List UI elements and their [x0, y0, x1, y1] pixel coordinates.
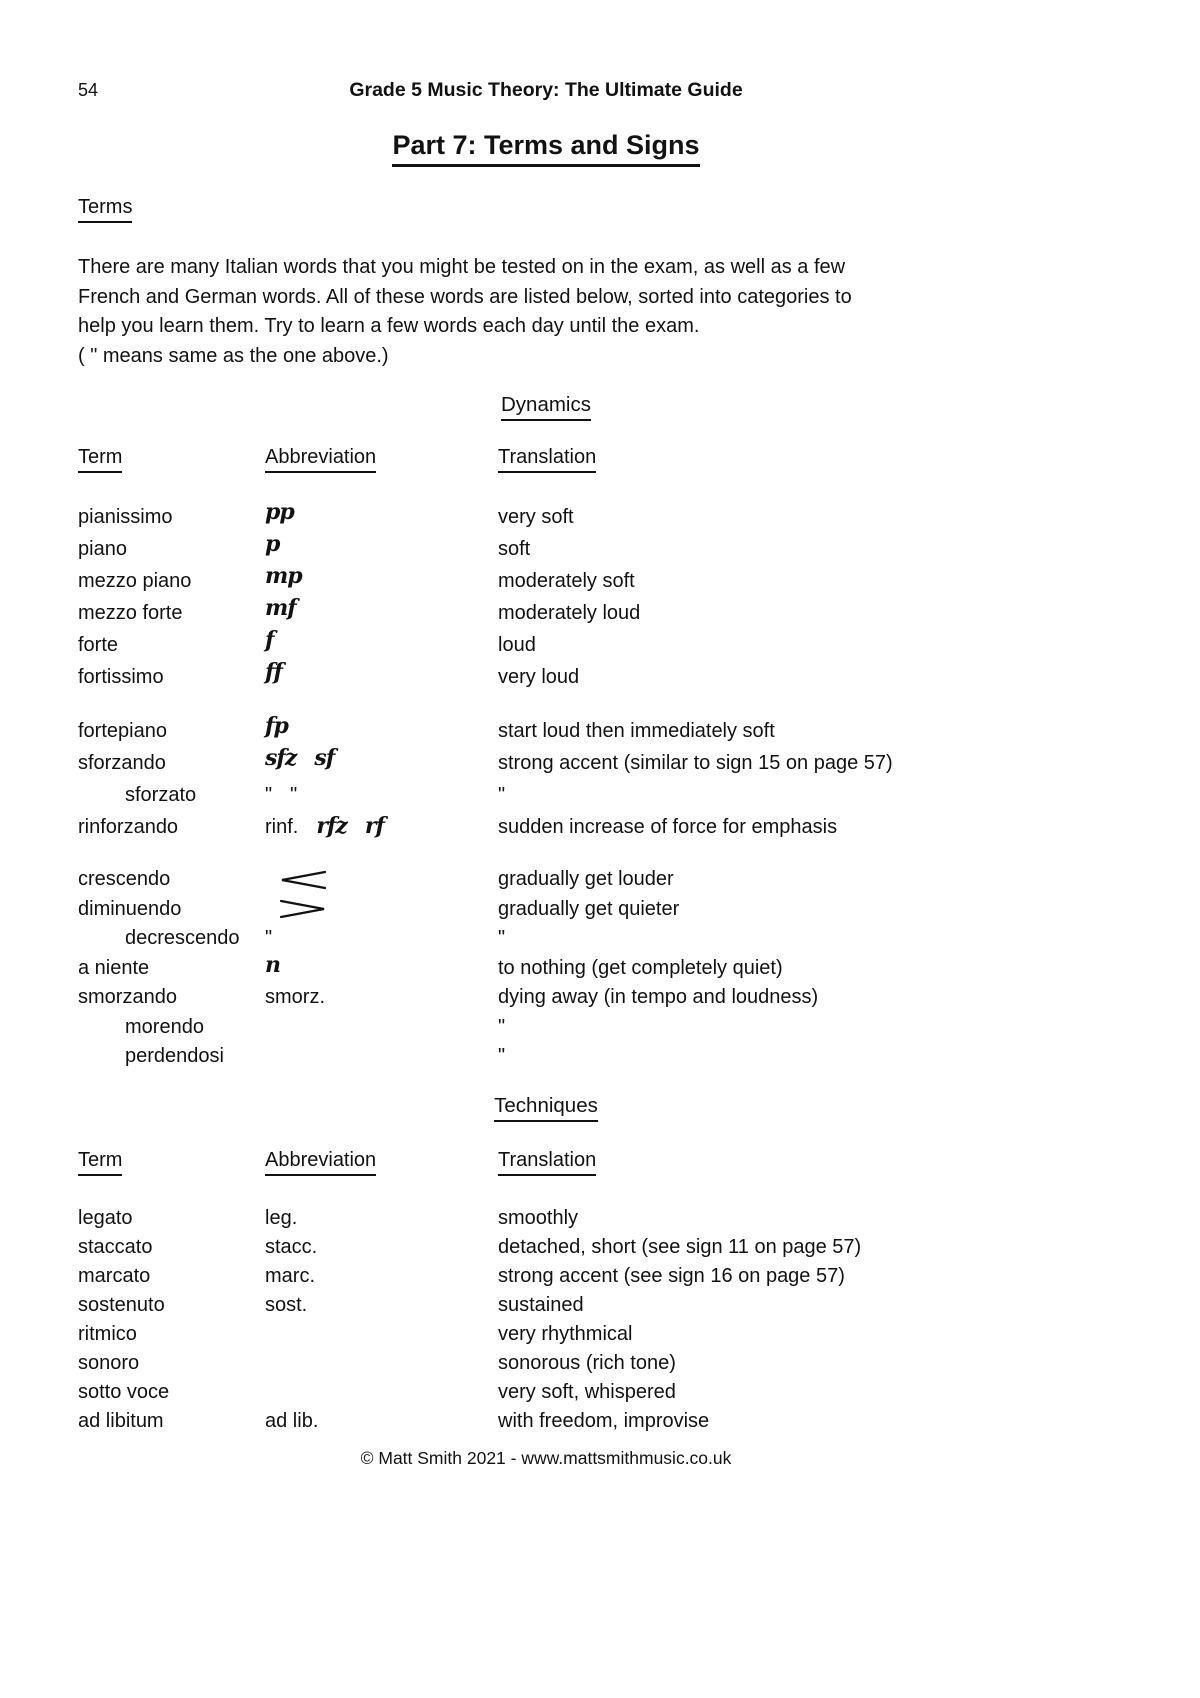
intro-line: help you learn them. Try to learn a few words each day until the exam.	[78, 315, 700, 337]
ditto-mark: "	[290, 784, 298, 806]
abbreviation-cell	[265, 1349, 498, 1378]
abbreviation-cell	[265, 565, 498, 597]
translation-cell: gradually get louder	[498, 868, 674, 890]
dynamic-marking: pp	[265, 499, 294, 525]
dynamics-heading-text: Dynamics	[501, 393, 591, 421]
dynamics-section-heading	[78, 393, 1014, 421]
techniques-section-heading	[78, 1094, 1014, 1122]
translation-cell: "	[498, 1045, 506, 1067]
table-row	[78, 1042, 1118, 1072]
ditto-mark: "	[265, 927, 273, 949]
abbreviation-cell	[265, 1407, 498, 1436]
translation-cell: sudden increase of force for emphasis	[498, 816, 838, 838]
table-row	[78, 565, 1118, 597]
dynamic-marking: rfz	[316, 813, 347, 839]
abbreviation-text: smorz.	[265, 986, 325, 1008]
intro-paragraph	[78, 253, 1014, 371]
term-cell: diminuendo	[78, 897, 182, 920]
column-header	[78, 446, 265, 473]
column-header-abbreviation: Abbreviation	[265, 446, 376, 473]
page-title-text: Part 7: Terms and Signs	[392, 130, 699, 167]
translation-cell: with freedom, improvise	[498, 1410, 710, 1432]
column-header	[265, 446, 498, 473]
techniques-table	[78, 1204, 1118, 1436]
table-row	[78, 865, 1118, 895]
techniques-heading-text: Techniques	[494, 1094, 598, 1122]
abbreviation-cell	[265, 1013, 498, 1043]
table-row	[78, 1291, 1118, 1320]
term-cell: pianissimo	[78, 506, 173, 528]
translation-cell: "	[498, 1015, 506, 1038]
translation-cell: very rhythmical	[498, 1323, 633, 1345]
term-cell: ritmico	[78, 1323, 137, 1345]
abbreviation-cell	[265, 533, 498, 565]
abbreviation-cell	[265, 1291, 498, 1320]
translation-cell: "	[498, 927, 506, 949]
abbreviation-cell	[265, 983, 498, 1013]
term-cell: ad libitum	[78, 1410, 164, 1432]
dynamics-table	[78, 501, 1118, 1072]
term-group	[78, 865, 1118, 1072]
table-row	[78, 597, 1118, 629]
dynamic-marking: fp	[265, 713, 288, 739]
term-cell: smorzando	[78, 986, 177, 1008]
dynamic-marking: f	[265, 627, 274, 653]
table-row	[78, 1204, 1118, 1233]
intro-line: French and German words. All of these words are listed below, sorted into categories to	[78, 285, 852, 308]
abbreviation-text: ad lib.	[265, 1410, 319, 1432]
term-cell: sotto voce	[78, 1381, 170, 1403]
translation-cell: moderately soft	[498, 570, 635, 592]
abbreviation-cell	[265, 501, 498, 533]
abbreviation-cell	[265, 1320, 498, 1349]
translation-cell: moderately loud	[498, 602, 641, 624]
term-cell: legato	[78, 1207, 133, 1229]
abbreviation-cell	[265, 924, 498, 954]
column-header	[78, 1149, 265, 1176]
abbreviation-cell	[265, 951, 498, 984]
term-cell: decrescendo	[125, 927, 240, 949]
abbreviation-cell	[265, 895, 498, 925]
abbreviation-cell	[265, 865, 498, 895]
translation-cell: very loud	[498, 666, 580, 688]
column-header-term: Term	[78, 446, 122, 473]
translation-cell: sustained	[498, 1294, 584, 1316]
table-row	[78, 983, 1118, 1013]
table-row	[78, 747, 1118, 779]
ditto-legend: ( " means same as the one above.)	[78, 344, 389, 367]
dynamics-column-headers	[78, 446, 1014, 473]
table-row	[78, 1262, 1118, 1291]
diminuendo-hairpin-icon	[279, 899, 327, 919]
abbreviation-cell	[265, 779, 498, 811]
abbreviation-cell	[265, 661, 498, 693]
translation-cell: soft	[498, 538, 531, 560]
table-row	[78, 895, 1118, 925]
term-cell: forte	[78, 634, 119, 656]
dynamic-marking: sf	[314, 745, 335, 771]
dynamic-marking: p	[265, 531, 280, 557]
dynamic-marking: rf	[364, 813, 384, 839]
term-cell: morendo	[125, 1015, 204, 1038]
column-header	[498, 446, 1014, 473]
abbreviation-text: stacc.	[265, 1236, 318, 1258]
term-cell: sforzando	[78, 752, 166, 774]
dynamic-marking: ff	[265, 659, 282, 685]
abbreviation-cell	[265, 1262, 498, 1291]
translation-cell: loud	[498, 634, 536, 656]
dynamic-marking: mp	[265, 563, 302, 589]
intro-line: There are many Italian words that you might be tested on in the exam, as well as a few	[78, 256, 846, 278]
techniques-column-headers	[78, 1149, 1014, 1176]
term-cell: sforzato	[125, 784, 197, 806]
abbreviation-text: marc.	[265, 1265, 315, 1287]
abbreviation-cell	[265, 1042, 498, 1072]
table-row	[78, 1349, 1118, 1378]
translation-cell: gradually get quieter	[498, 897, 680, 920]
page-title	[78, 130, 1014, 167]
term-cell: mezzo piano	[78, 570, 192, 592]
abbreviation-cell	[265, 597, 498, 629]
table-row	[78, 1233, 1118, 1262]
term-cell: piano	[78, 538, 127, 560]
abbreviation-cell	[265, 629, 498, 661]
dynamic-marking: n	[265, 951, 280, 978]
translation-cell: start loud then immediately soft	[498, 720, 775, 742]
abbreviation-cell	[265, 1378, 498, 1407]
column-header-translation: Translation	[498, 1149, 596, 1176]
column-header-abbreviation: Abbreviation	[265, 1149, 376, 1176]
column-header-term: Term	[78, 1149, 122, 1176]
abbreviation-text: leg.	[265, 1207, 298, 1229]
table-row	[78, 661, 1118, 693]
dynamic-marking: mf	[265, 595, 296, 621]
table-row	[78, 951, 1118, 984]
ditto-mark: "	[265, 784, 273, 806]
abbreviation-cell	[265, 811, 498, 843]
table-row	[78, 501, 1118, 533]
term-cell: rinforzando	[78, 816, 179, 838]
column-header	[265, 1149, 498, 1176]
abbreviation-text: sost.	[265, 1294, 308, 1316]
term-cell: marcato	[78, 1265, 151, 1287]
crescendo-hairpin-icon	[279, 870, 327, 890]
page-number: 54	[78, 80, 99, 100]
term-group	[78, 1204, 1118, 1436]
term-cell: fortissimo	[78, 666, 164, 688]
table-row	[78, 533, 1118, 565]
term-group	[78, 501, 1118, 693]
copyright-footer: © Matt Smith 2021 - www.mattsmithmusic.co.uk	[360, 1448, 732, 1468]
term-cell: a niente	[78, 956, 150, 979]
translation-cell: strong accent (similar to sign 15 on page 57)	[498, 752, 893, 774]
table-row	[78, 715, 1118, 747]
table-row	[78, 1320, 1118, 1349]
term-cell: sostenuto	[78, 1294, 165, 1316]
translation-cell: very soft	[498, 506, 574, 528]
term-group	[78, 715, 1118, 843]
terms-heading-text: Terms	[78, 196, 132, 223]
abbreviation-cell	[265, 1204, 498, 1233]
translation-cell: to nothing (get completely quiet)	[498, 956, 783, 979]
terms-section-heading	[78, 196, 132, 223]
table-row	[78, 1013, 1118, 1043]
table-row	[78, 1407, 1118, 1436]
term-cell: mezzo forte	[78, 602, 183, 624]
table-row	[78, 779, 1118, 811]
term-cell: fortepiano	[78, 720, 167, 742]
abbreviation-cell	[265, 747, 498, 779]
abbreviation-text: rinf.	[265, 816, 299, 838]
table-row	[78, 1378, 1118, 1407]
term-cell: perdendosi	[125, 1045, 224, 1067]
translation-cell: very soft, whispered	[498, 1381, 676, 1403]
abbreviation-cell	[265, 1233, 498, 1262]
column-header	[498, 1149, 1014, 1176]
column-header-translation: Translation	[498, 446, 596, 473]
translation-cell: strong accent (see sign 16 on page 57)	[498, 1265, 845, 1287]
translation-cell: smoothly	[498, 1207, 579, 1229]
term-cell: crescendo	[78, 868, 171, 890]
table-row	[78, 924, 1118, 954]
translation-cell: sonorous (rich tone)	[498, 1352, 676, 1374]
translation-cell: dying away (in tempo and loudness)	[498, 986, 819, 1008]
table-row	[78, 629, 1118, 661]
term-cell: staccato	[78, 1236, 153, 1258]
translation-cell: detached, short (see sign 11 on page 57)	[498, 1236, 862, 1258]
term-cell: sonoro	[78, 1352, 140, 1374]
dynamic-marking: sfz	[265, 745, 297, 771]
running-title: Grade 5 Music Theory: The Ultimate Guide	[349, 79, 743, 101]
table-row	[78, 811, 1118, 843]
translation-cell: "	[498, 784, 506, 806]
abbreviation-cell	[265, 715, 498, 747]
